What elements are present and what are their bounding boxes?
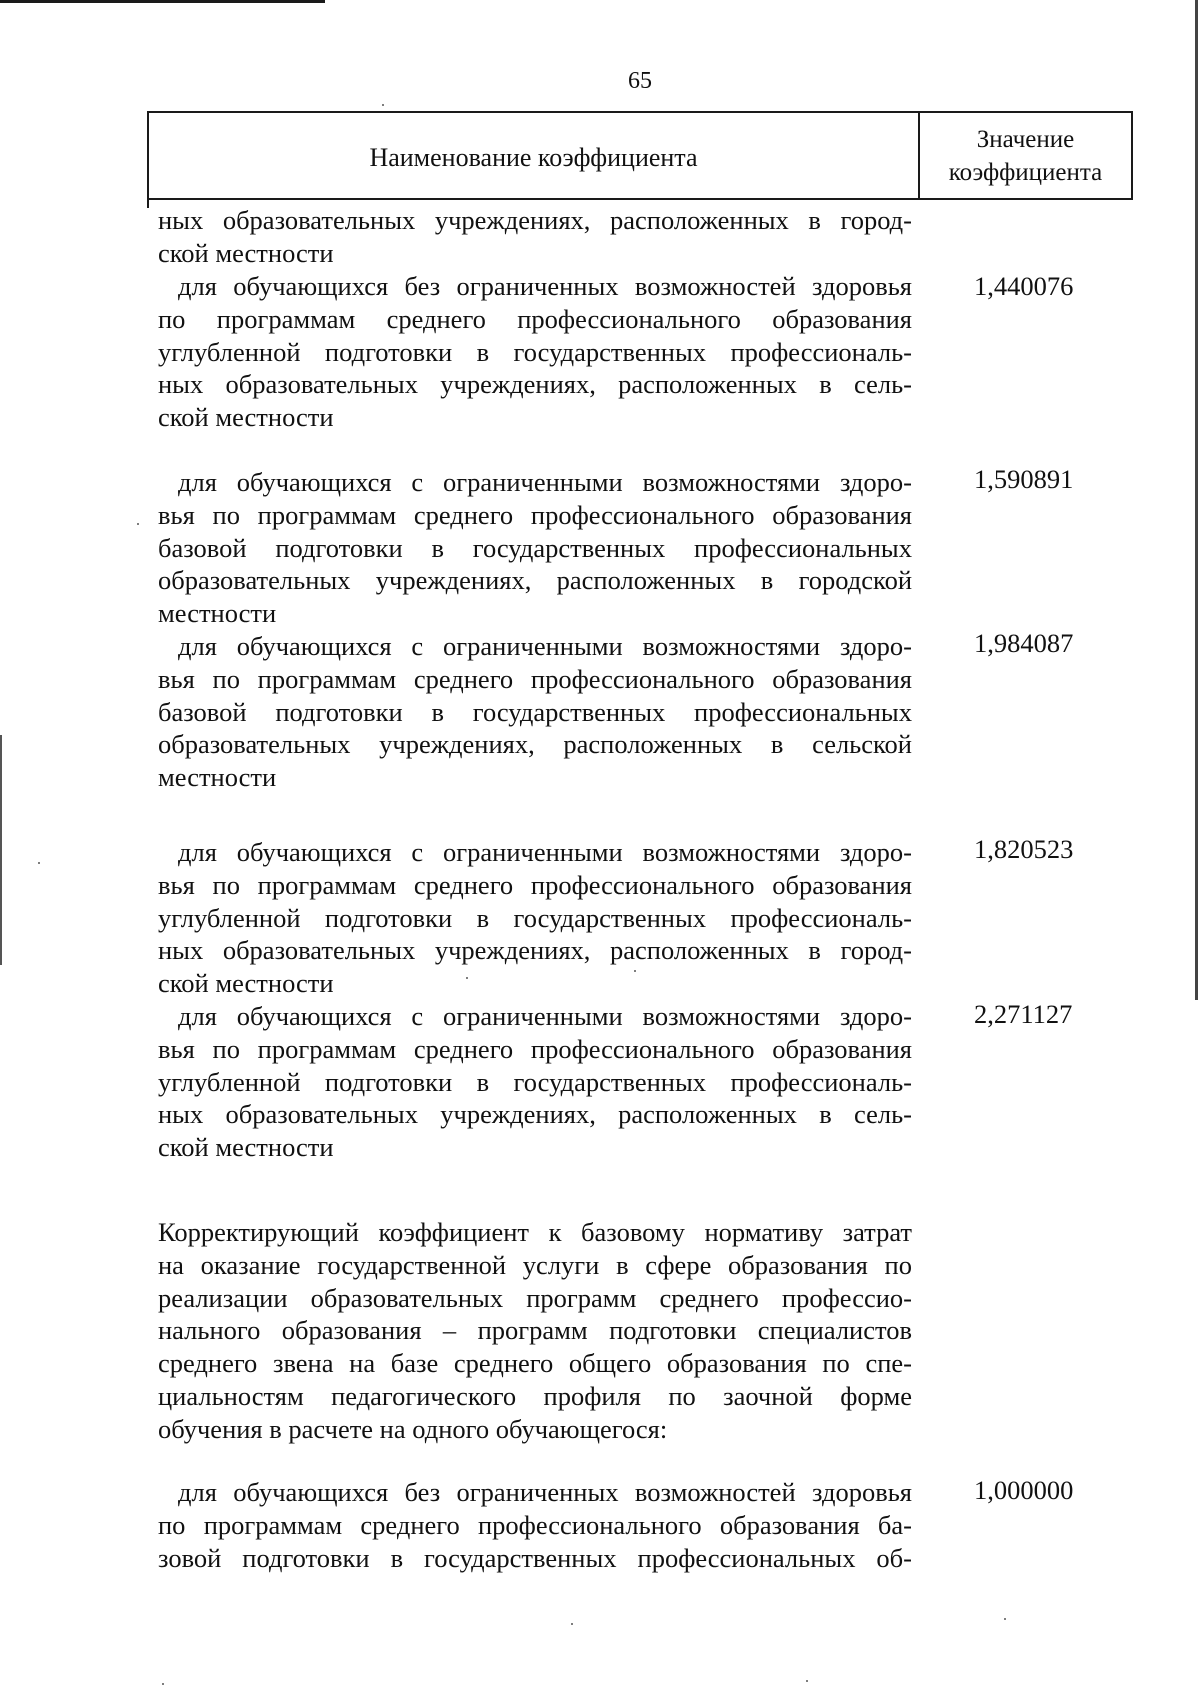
coefficient-value: 1,590891 — [974, 464, 1074, 494]
scan-speck — [162, 1683, 164, 1685]
heading-text-line: обучения в расчете на одного обучающегося: — [158, 1413, 668, 1444]
row-text-line: ных образовательных учреждениях, расположенных в сель- — [158, 1099, 912, 1130]
scan-speck — [571, 1623, 573, 1625]
row-text-line: для обучающихся с ограниченными возможностями здоро- — [178, 1001, 912, 1031]
table-row-continuation — [158, 204, 912, 270]
row-text-line: местности — [158, 598, 277, 629]
scan-speck — [382, 104, 384, 106]
table-row-description — [158, 630, 912, 794]
heading-text-line: циальностям педагогического профиля по заочной форме — [158, 1380, 912, 1411]
table-left-rule — [147, 198, 149, 208]
table-row-description — [158, 1476, 912, 1574]
section-heading — [158, 1216, 912, 1446]
column-header-name: Наименование коэффициента — [149, 113, 920, 198]
scan-speck — [137, 523, 139, 525]
coefficient-value: 1,820523 — [974, 834, 1074, 864]
row-text-line: ской местности — [158, 402, 334, 433]
row-text-line: углубленной подготовки в государственных профессиональ- — [158, 336, 912, 367]
row-text-line: ных образовательных учреждениях, расположенных в сель- — [158, 369, 912, 400]
coefficient-value: 1,440076 — [974, 271, 1074, 301]
row-text-line: углубленной подготовки в государственных профессиональ- — [158, 1066, 912, 1097]
row-text-line: ных образовательных учреждениях, расположенных в город- — [158, 935, 912, 966]
scan-edge-right — [1195, 0, 1198, 1000]
row-text-line: для обучающихся без ограниченных возможностей здоровья — [178, 271, 912, 301]
heading-text-line: Корректирующий коэффициент к базовому нормативу затрат — [158, 1217, 912, 1247]
coefficient-table-header — [147, 111, 1133, 200]
row-text-line: зовой подготовки в государственных профессиональных об- — [158, 1542, 912, 1573]
row-text-line: ных образовательных учреждениях, расположенных в город- — [158, 205, 912, 235]
row-text-line: для обучающихся с ограниченными возможностями здоро- — [178, 467, 912, 497]
scan-edge-top — [0, 0, 325, 3]
row-text-line: вья по программам среднего профессионального образования — [158, 663, 912, 694]
coefficient-value: 1,984087 — [974, 628, 1074, 658]
scan-speck — [806, 1680, 808, 1682]
heading-text-line: среднего звена на базе среднего общего образования по спе- — [158, 1348, 912, 1379]
heading-text-line: на оказание государственной услуги в сфере образования по — [158, 1249, 912, 1280]
row-text-line: местности — [158, 762, 277, 793]
row-text-line: вья по программам среднего профессионального образования — [158, 499, 912, 530]
scan-speck — [1004, 1618, 1006, 1620]
table-row-description — [158, 1000, 912, 1164]
table-row-description — [158, 466, 912, 630]
row-text-line: ской местности — [158, 237, 334, 268]
scan-speck — [38, 862, 40, 864]
row-text-line: базовой подготовки в государственных профессиональных — [158, 696, 912, 727]
row-text-line: углубленной подготовки в государственных профессиональ- — [158, 902, 912, 933]
scan-edge-left — [0, 735, 2, 965]
row-text-line: образовательных учреждениях, расположенных в городской — [158, 565, 912, 596]
row-text-line: ской местности — [158, 968, 334, 999]
row-text-line: для обучающихся с ограниченными возможностями здоро- — [178, 837, 912, 867]
row-text-line: ской местности — [158, 1132, 334, 1163]
page-number: 65 — [628, 68, 652, 94]
row-text-line: для обучающихся с ограниченными возможностями здоро- — [178, 631, 912, 661]
row-text-line: базовой подготовки в государственных профессиональных — [158, 532, 912, 563]
heading-text-line: нального образования – программ подготовки специалистов — [158, 1315, 912, 1346]
column-header-value — [920, 113, 1131, 198]
column-header-value-line1: Значение — [976, 125, 1075, 153]
row-text-line: по программам среднего профессионального образования — [158, 303, 912, 334]
row-text-line: вья по программам среднего профессионального образования — [158, 1033, 912, 1064]
row-text-line: для обучающихся без ограниченных возможностей здоровья — [178, 1477, 912, 1507]
row-text-line: вья по программам среднего профессионального образования — [158, 869, 912, 900]
row-text-line: по программам среднего профессионального образования ба- — [158, 1509, 912, 1540]
column-header-value-line2: коэффициента — [948, 158, 1103, 186]
heading-text-line: реализации образовательных программ среднего профессио- — [158, 1282, 912, 1313]
row-text-line: образовательных учреждениях, расположенных в сельской — [158, 729, 912, 760]
coefficient-value: 2,271127 — [974, 999, 1073, 1029]
table-row-description — [158, 836, 912, 1000]
coefficient-value: 1,000000 — [974, 1475, 1074, 1505]
table-row-description — [158, 270, 912, 434]
